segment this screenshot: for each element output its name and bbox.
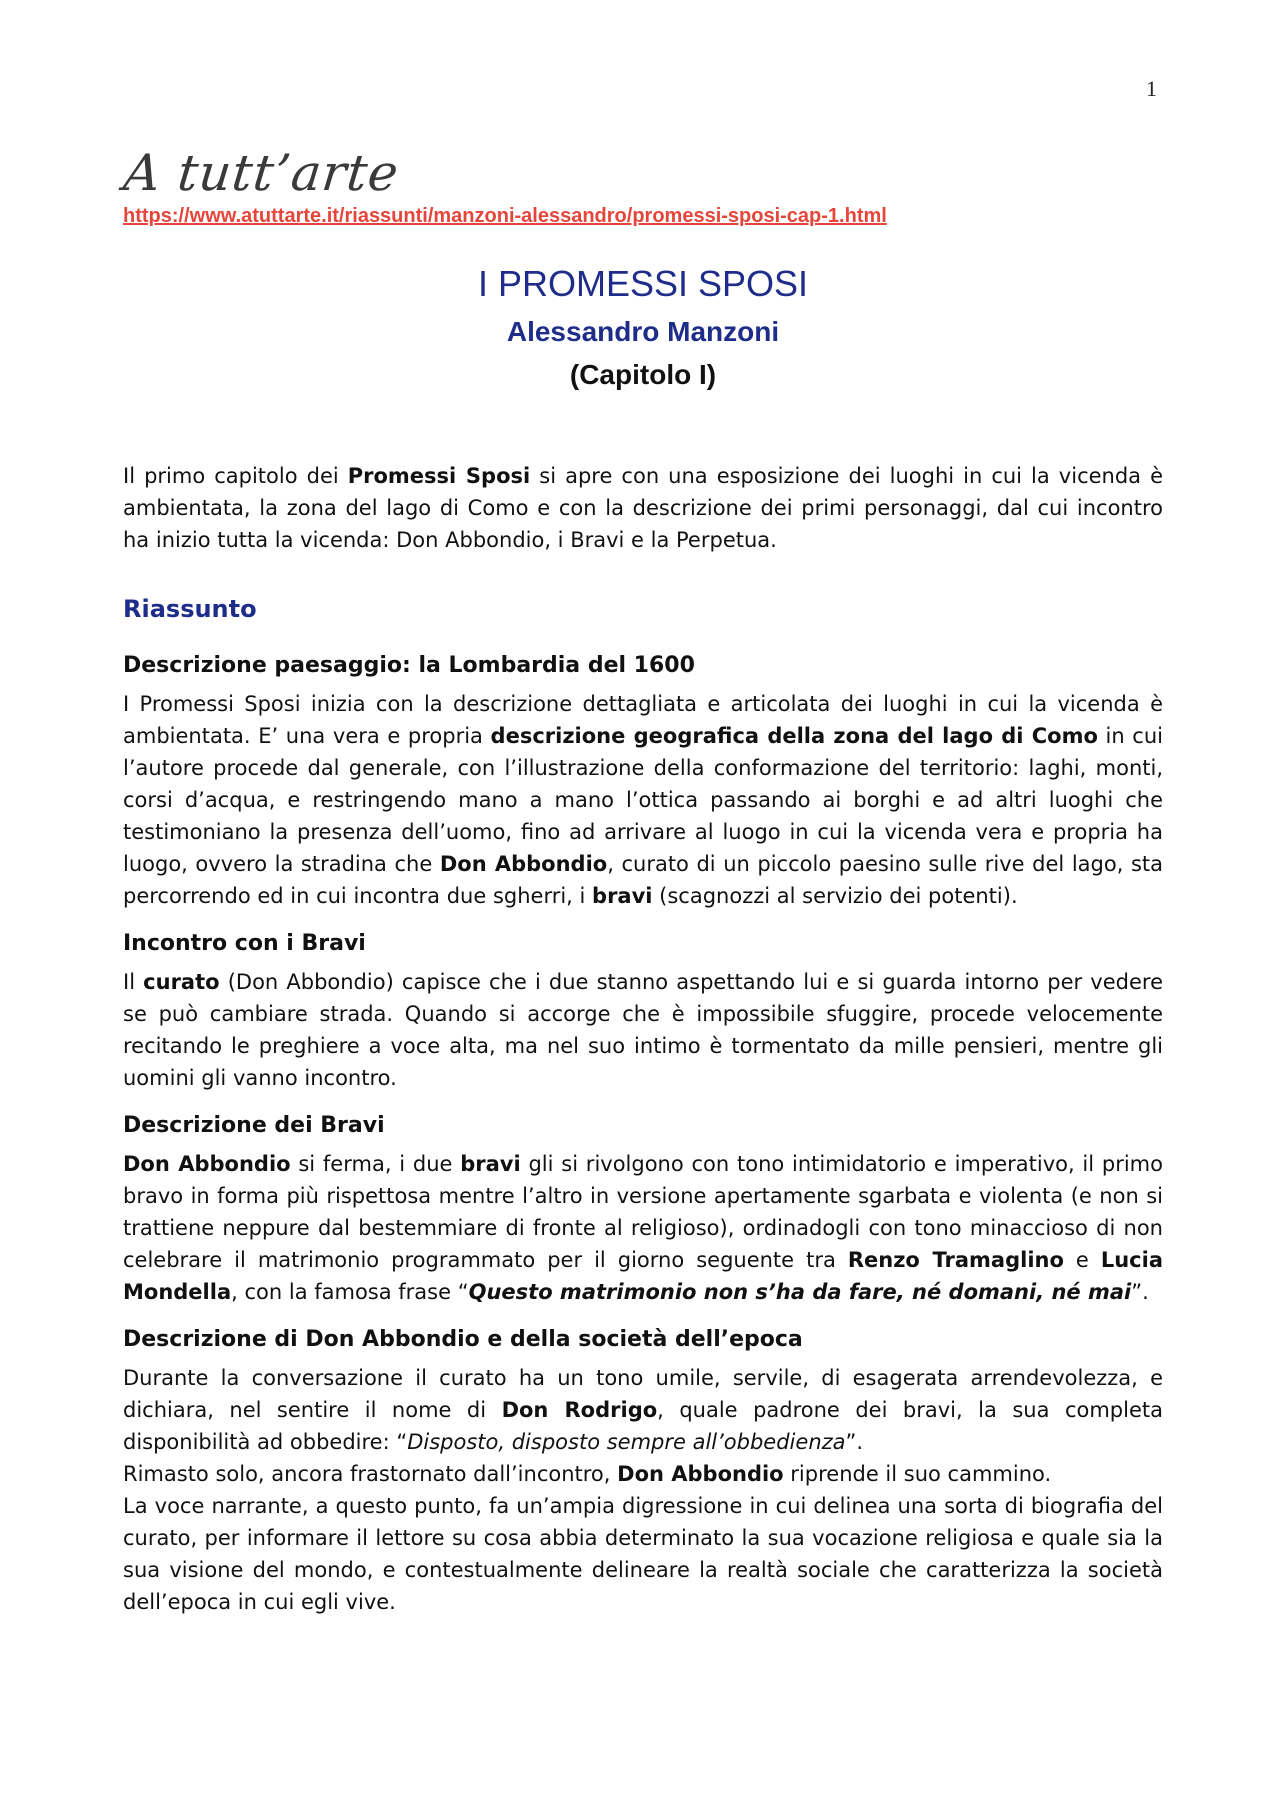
section-heading: Descrizione paesaggio: la Lombardia del 1600 — [123, 653, 695, 678]
section-paragraph: La voce narrante, a questo punto, fa un’ampia digressione in cui delinea una sorta di biografia del curato, per informare il lettore su cosa abbia determinato la sua vocazione religiosa e quale sia la sua visione del mondo, e contestualmente delineare la realtà sociale che caratterizza la società dell’epoca in cui egli vive. — [123, 1494, 1163, 1614]
page-number: 1 — [1146, 76, 1157, 101]
section-paragraph: I Promessi Sposi inizia con la descrizione dettagliata e articolata dei luoghi in cui la vicenda è ambientata. E’ una vera e propria descrizione geografica della zona del lago di Como in cui l’autore procede dal generale, con l’illustrazione della conformazione del territorio: laghi, monti, corsi d’acqua, e restringendo mano a mano l’ottica passando ai borghi e ad altri luoghi che testimoniano la presenza dell’uomo, fino ad arrivare al luogo in cui la vicenda vera e propria ha luogo, ovvero la stradina che Don Abbondio, curato di un piccolo paesino sulle rive del lago, sta percorrendo ed in cui incontra due sgherri, i bravi (scagnozzi al servizio dei potenti). — [123, 692, 1163, 908]
section-encounter — [123, 928, 1163, 1094]
section-bravi — [123, 1110, 1163, 1308]
author-name: Alessandro Manzoni — [506, 316, 780, 347]
chapter-label: (Capitolo I) — [569, 359, 717, 390]
section-don-abbondio — [123, 1324, 1163, 1618]
section-paragraph: Don Abbondio si ferma, i due bravi gli si rivolgono con tono intimidatorio e imperativo, il primo bravo in forma più rispettosa mentre l’altro in versione apertamente sgarbata e violenta (e non si trattiene neppure dal bestemmiare di fronte al religioso), ordinadogli con tono minaccioso di non celebrare il matrimonio programmato per il giorno seguente tra Renzo Tramaglino e Lucia Mondella, con la famosa frase “Questo matrimonio non s’ha da fare, né domani, né mai”. — [123, 1152, 1163, 1304]
document-body — [123, 460, 1163, 1634]
site-logo[interactable]: A tutt’arte — [120, 144, 402, 202]
section-heading: Descrizione dei Bravi — [123, 1113, 385, 1138]
section-landscape — [123, 650, 1163, 912]
intro-paragraph: Il primo capitolo dei Promessi Sposi si apre con una esposizione dei luoghi in cui la vicenda è ambientata, la zona del lago di Como e con la descrizione dei primi personaggi, dal cui incontro ha inizio tutta la vicenda: Don Abbondio, i Bravi e la Perpetua. — [123, 464, 1164, 552]
summary-heading: Riassunto — [123, 595, 257, 623]
section-paragraph: Durante la conversazione il curato ha un tono umile, servile, di esagerata arrendevolezza, e dichiara, nel sentire il nome di Don Rodrigo, quale padrone dei bravi, la sua completa disponibilità ad obbedire: “Disposto, disposto sempre all’obbedienza”. — [123, 1366, 1163, 1454]
section-paragraph: Rimasto solo, ancora frastornato dall’incontro, Don Abbondio riprende il suo cammino. — [123, 1462, 1052, 1486]
source-link[interactable]: https://www.atuttarte.it/riassunti/manzoni-alessandro/promessi-sposi-cap-1.html — [123, 205, 887, 227]
document-title: I PROMESSI SPOSI — [477, 263, 809, 304]
section-paragraph: Il curato (Don Abbondio) capisce che i due stanno aspettando lui e si guarda intorno per vedere se può cambiare strada. Quando si accorge che è impossibile sfuggire, procede velocemente recitando le preghiere a voce alta, ma nel suo intimo è tormentato da mille pensieri, mentre gli uomini gli vanno incontro. — [123, 970, 1163, 1090]
title-block — [123, 262, 1163, 394]
section-heading: Incontro con i Bravi — [123, 931, 366, 956]
section-heading: Descrizione di Don Abbondio e della società dell’epoca — [123, 1327, 803, 1352]
